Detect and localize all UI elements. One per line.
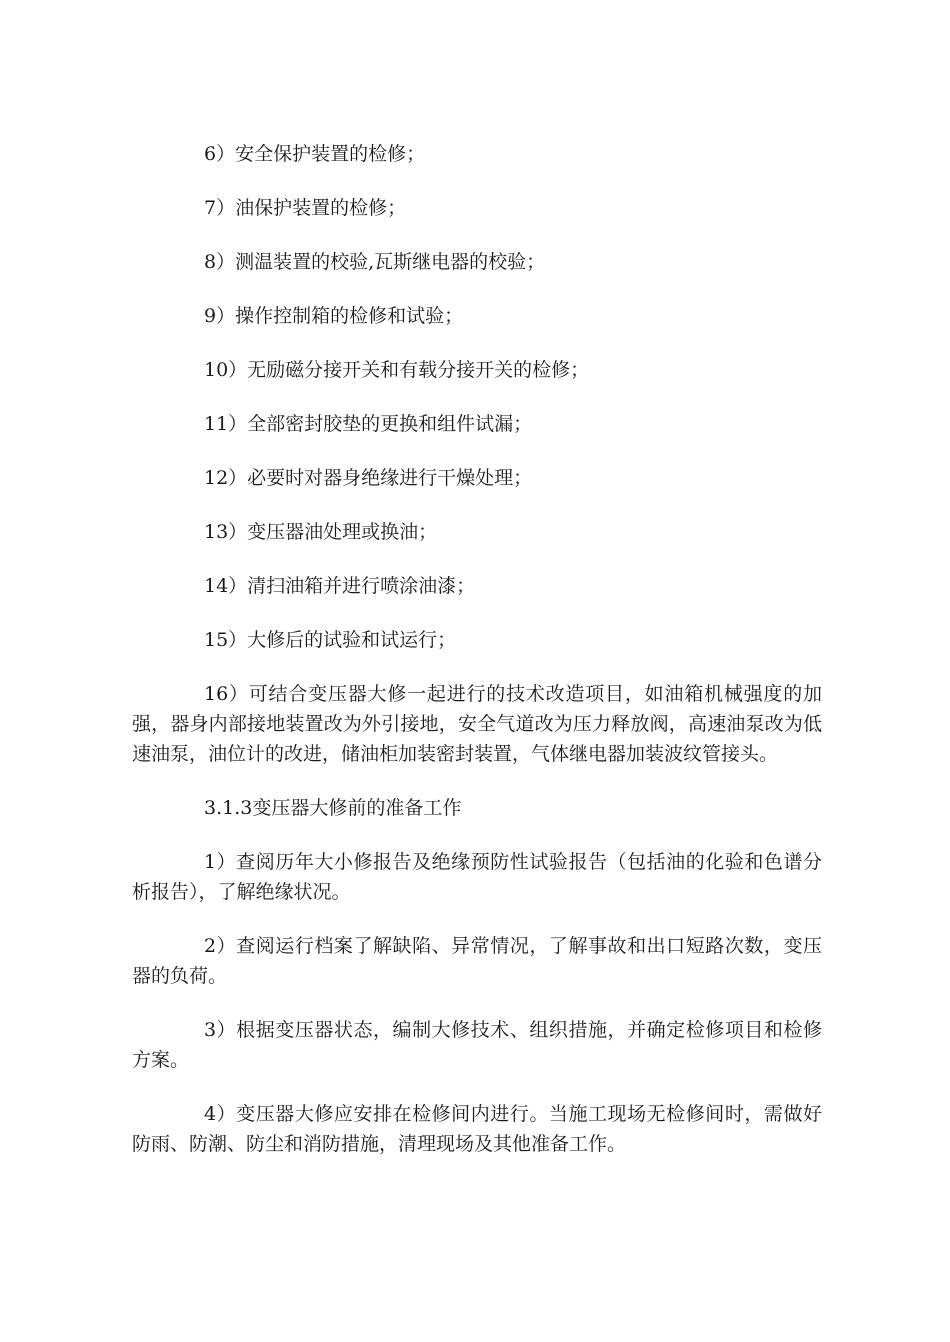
prep-item-1: 1）查阅历年大小修报告及绝缘预防性试验报告（包括油的化验和色谱分析报告），了解绝缘状况。	[132, 851, 822, 903]
prep-item-4: 4）变压器大修应安排在检修间内进行。当施工现场无检修间时，需做好防雨、防潮、防尘和消防措施，清理现场及其他准备工作。	[132, 1103, 822, 1155]
section-heading: 3.1.3变压器大修前的准备工作	[204, 797, 462, 819]
prep-item-3: 3）根据变压器状态，编制大修技术、组织措施，并确定检修项目和检修方案。	[132, 1019, 822, 1071]
document-body	[132, 139, 822, 1183]
list-item-14: 14）清扫油箱并进行喷涂油漆；	[204, 575, 476, 597]
list-item-15: 15）大修后的试验和试运行；	[204, 629, 457, 651]
list-item-16: 16）可结合变压器大修一起进行的技术改造项目，如油箱机械强度的加强，器身内部接地装置改为外引接地，安全气道改为压力释放阀，高速油泵改为低速油泵，油位计的改进，储油柜加装密封装置，气体继电器加装波纹管接头。	[132, 683, 822, 765]
list-item-8: 8）测温装置的校验,瓦斯继电器的校验；	[204, 251, 546, 273]
list-item-6: 6）安全保护装置的检修；	[204, 143, 426, 165]
list-item-12: 12）必要时对器身绝缘进行干燥处理；	[204, 467, 533, 489]
list-item-10: 10）无励磁分接开关和有载分接开关的检修；	[204, 359, 590, 381]
list-item-9: 9）操作控制箱的检修和试验；	[204, 305, 464, 327]
list-item-13: 13）变压器油处理或换油；	[204, 521, 438, 543]
list-item-7: 7）油保护装置的检修；	[204, 197, 407, 219]
list-item-11: 11）全部密封胶垫的更换和组件试漏；	[204, 413, 533, 435]
prep-item-2: 2）查阅运行档案了解缺陷、异常情况，了解事故和出口短路次数，变压器的负荷。	[132, 935, 822, 987]
